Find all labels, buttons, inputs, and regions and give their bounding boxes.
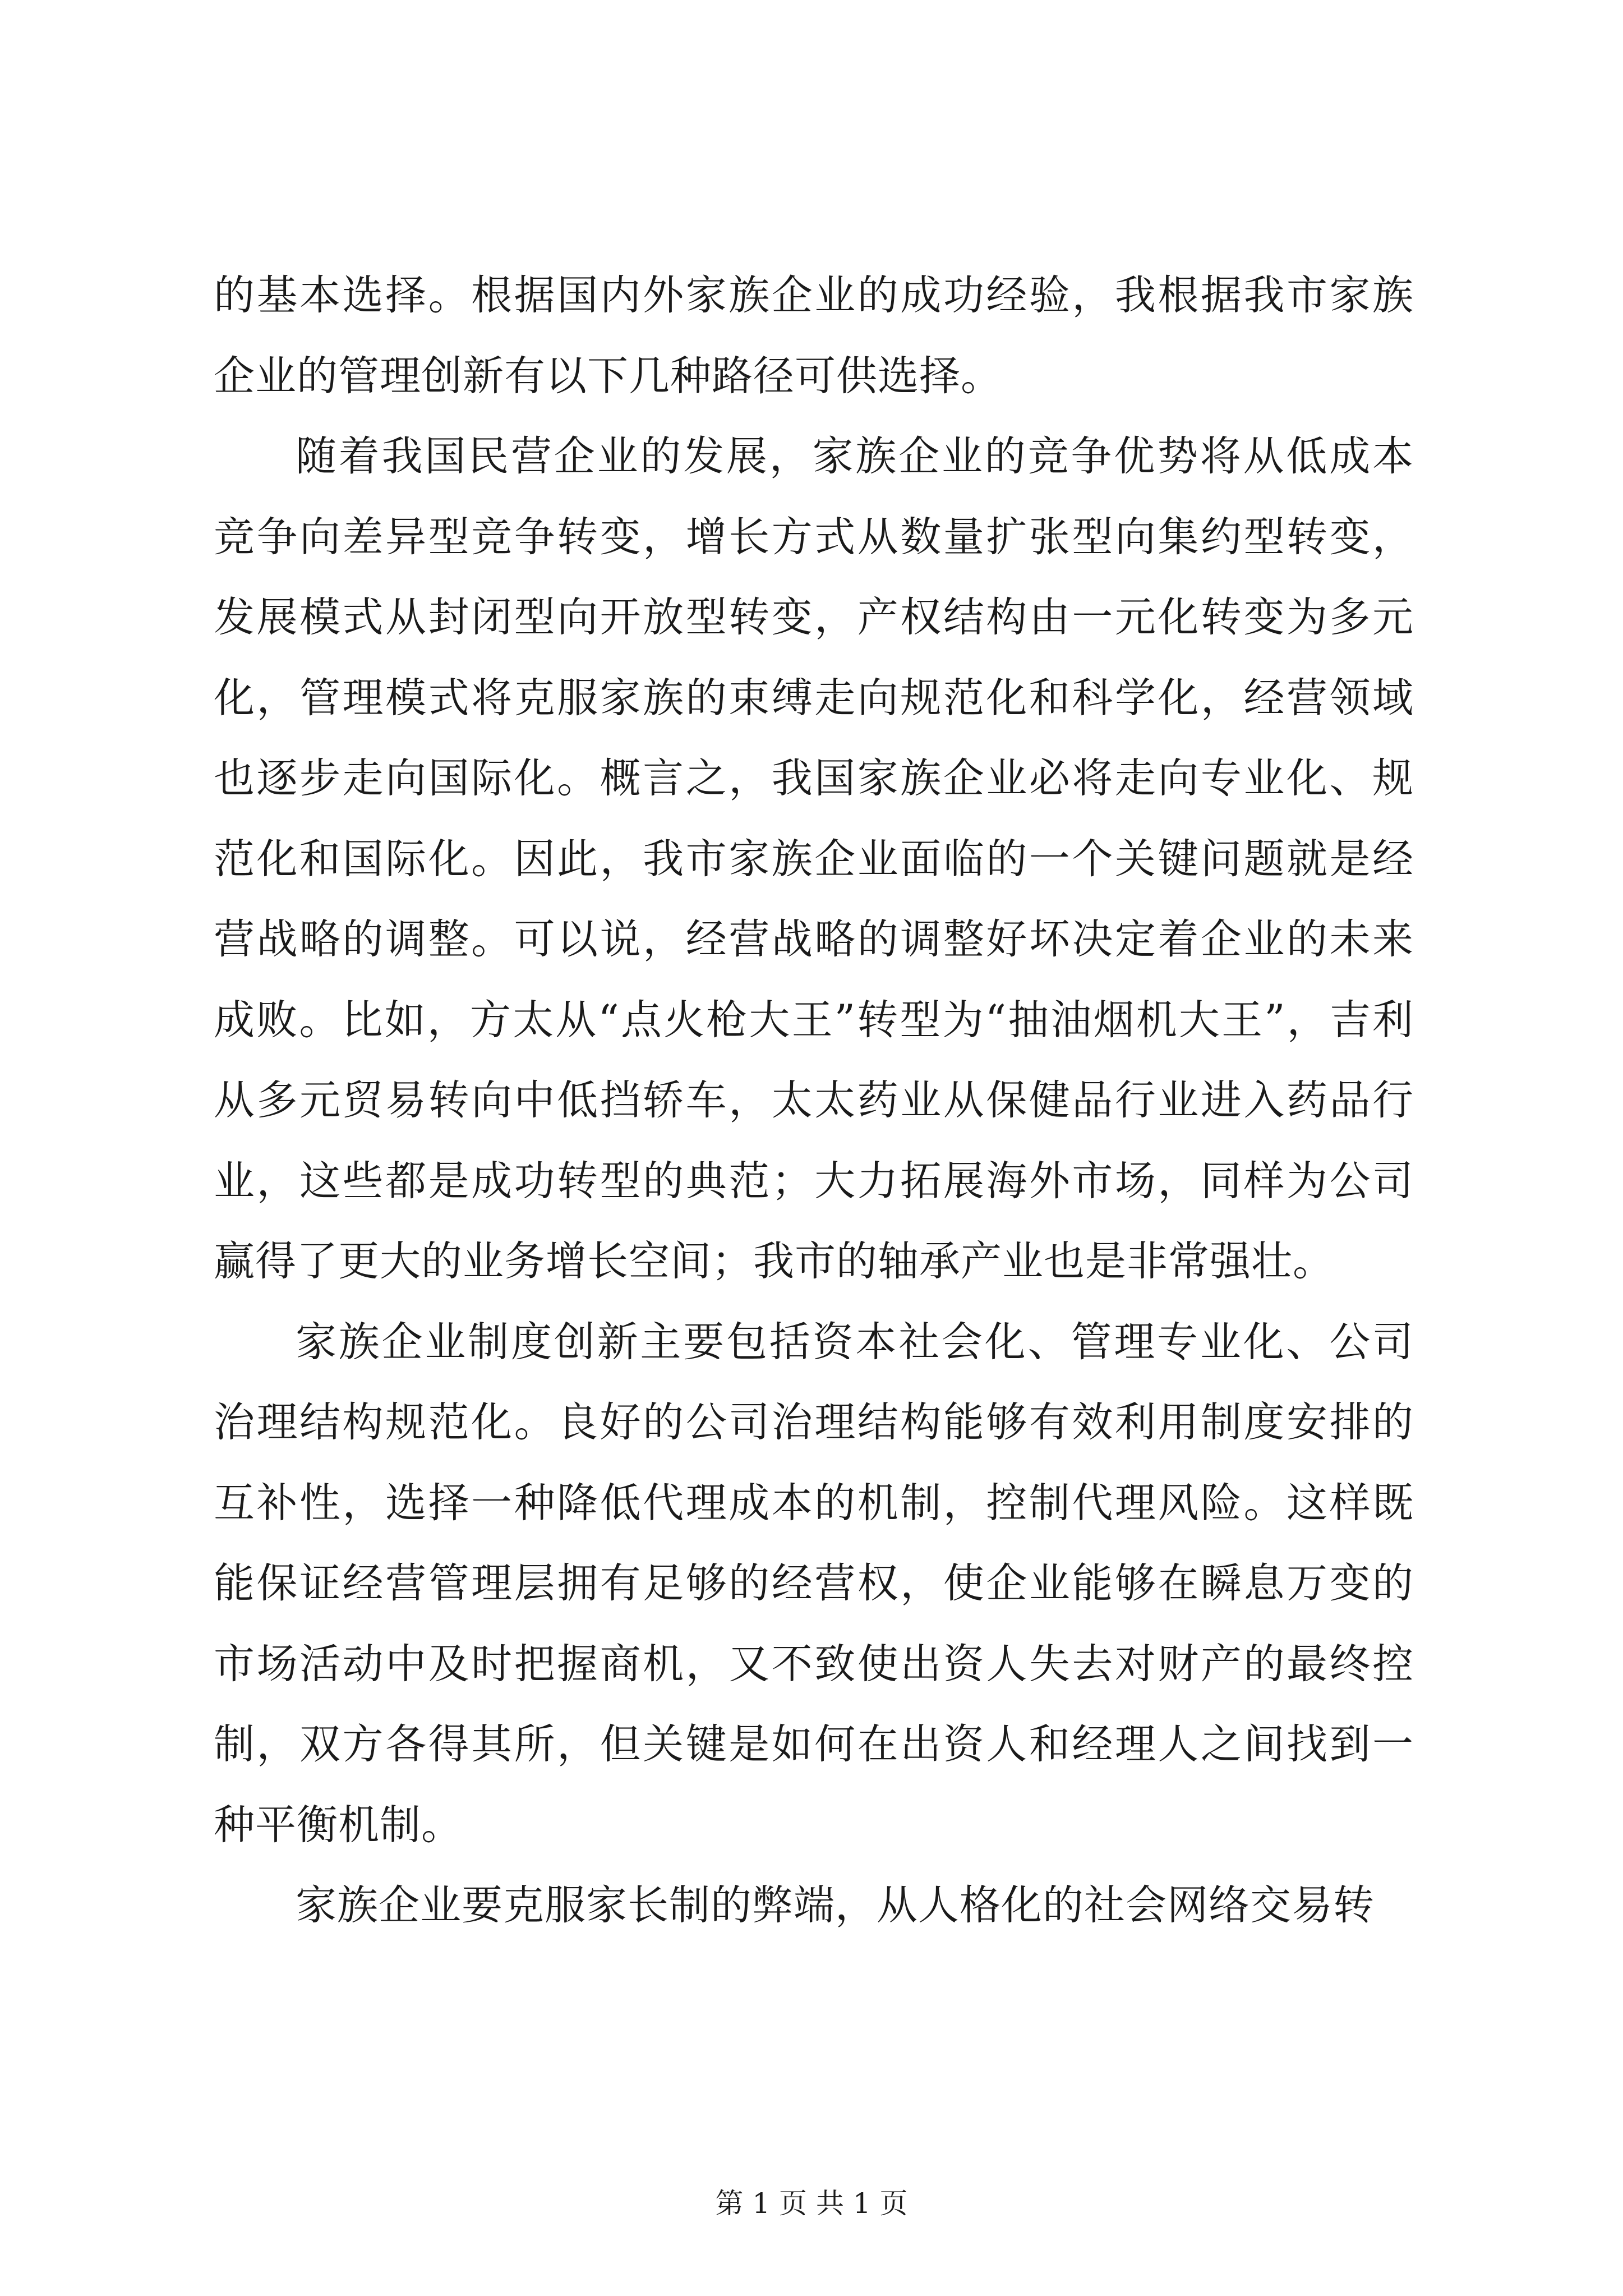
page-number-footer: 第 1 页 共 1 页 <box>715 2187 908 2220</box>
paragraph-3: 家族企业制度创新主要包括资本社会化、管理专业化、公司治理结构规范化。良好的公司治理结构能够有效利用制度安排的互补性，选择一种降低代理成本的机制，控制代理风险。这样既能保证经营管理层拥有足够的经营权，使企业能够在瞬息万变的市场活动中及时把握商机，又不致使出资人失去对财产的最终控制，双方各得其所，但关键是如何在出资人和经理人之间找到一种平衡机制。 <box>214 1318 1414 1849</box>
paragraph-4: 家族企业要克服家长制的弊端，从人格化的社会网络交易转 <box>296 1881 1375 1929</box>
paragraph-1: 的基本选择。根据国内外家族企业的成功经验，我根据我市家族企业的管理创新有以下几种路径可供选择。 <box>214 272 1414 400</box>
document-body <box>214 255 1414 1946</box>
paragraph-2: 随着我国民营企业的发展，家族企业的竞争优势将从低成本竞争向差异型竞争转变，增长方式从数量扩张型向集约型转变，发展模式从封闭型向开放型转变，产权结构由一元化转变为多元化，管理模式将克服家族的束缚走向规范化和科学化，经营领域也逐步走向国际化。概言之，我国家族企业必将走向专业化、规范化和国际化。因此，我市家族企业面临的一个关键问题就是经营战略的调整。可以说，经营战略的调整好坏决定着企业的未来成败。比如，方太从“点火枪大王”转型为“抽油烟机大王”，吉利从多元贸易转向中低挡轿车，太太药业从保健品行业进入药品行业，这些都是成功转型的典范；大力拓展海外市场，同样为公司赢得了更大的业务增长空间；我市的轴承产业也是非常强壮。 <box>214 432 1414 1285</box>
